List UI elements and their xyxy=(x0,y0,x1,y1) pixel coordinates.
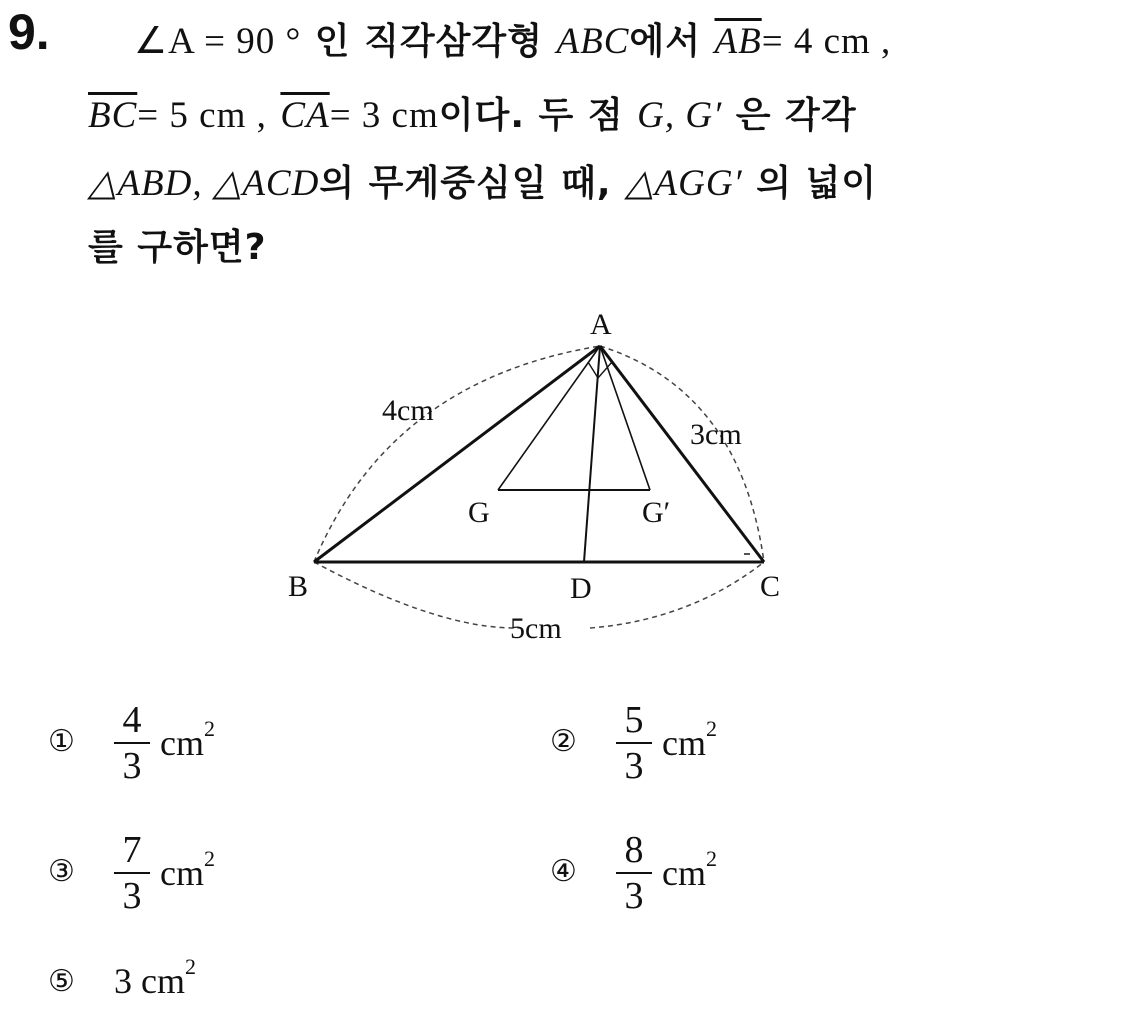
unit: $cm^2$ xyxy=(662,846,717,893)
label-g: G xyxy=(468,496,490,529)
points-g: G, G′ xyxy=(637,95,723,136)
segment-ag xyxy=(498,346,600,490)
fraction-bar xyxy=(114,742,150,744)
question-line-4 xyxy=(88,220,267,276)
denominator: 3 xyxy=(122,745,142,787)
label-side-ac: 3cm xyxy=(690,418,742,451)
label-a: A xyxy=(590,308,612,341)
choice-3[interactable] xyxy=(48,830,348,920)
segment-ca-value: = 3 cm xyxy=(329,95,439,136)
choice-number: ① xyxy=(48,724,75,759)
arc-bc-right xyxy=(590,562,764,628)
angle-expression: ∠A = 90 ° xyxy=(134,21,302,62)
sub-triangles: △ABD, △ACD xyxy=(88,163,320,204)
choice-1[interactable] xyxy=(48,700,348,790)
text-segment: 를 구하면? xyxy=(88,227,267,268)
choice-number: ② xyxy=(550,724,577,759)
triangle-name: ABC xyxy=(556,21,630,62)
unit: $cm^2$ xyxy=(160,716,215,763)
target-triangle: △AGG′ xyxy=(625,163,743,204)
fraction xyxy=(616,830,652,916)
unit: $cm^2$ xyxy=(662,716,717,763)
question-line-1 xyxy=(134,14,891,70)
question-line-3 xyxy=(88,156,877,212)
fraction xyxy=(114,700,150,786)
triangle-figure xyxy=(270,300,810,650)
fraction-bar xyxy=(114,872,150,874)
value-with-unit: 3 $cm^2$ xyxy=(114,954,196,1001)
choice-2[interactable] xyxy=(550,700,850,790)
choice-4[interactable] xyxy=(550,830,850,920)
numerator: 4 xyxy=(122,699,142,741)
label-g-prime: G′ xyxy=(642,496,671,529)
side-ab xyxy=(314,346,600,562)
text-segment: 의 무게중심일 때, xyxy=(319,163,626,204)
label-side-bc: 5cm xyxy=(510,612,562,645)
text-segment: 이다. 두 점 xyxy=(438,95,638,136)
numerator: 5 xyxy=(624,699,644,741)
fraction-bar xyxy=(616,742,652,744)
denominator: 3 xyxy=(624,875,644,917)
numerator: 8 xyxy=(624,829,644,871)
question-line-2 xyxy=(88,88,857,144)
unit: $cm^2$ xyxy=(160,846,215,893)
fraction-bar xyxy=(616,872,652,874)
label-d: D xyxy=(570,572,592,605)
text-segment: 은 각각 xyxy=(722,95,857,136)
label-side-ab: 4cm xyxy=(382,394,434,427)
choice-number: ③ xyxy=(48,854,75,889)
text-segment: 인 직각삼각형 xyxy=(301,21,557,62)
text-segment: 에서 xyxy=(629,21,715,62)
text-segment: 의 넓이 xyxy=(742,163,878,204)
segment-bc: $\overline{BC}$ xyxy=(88,95,138,136)
segment-bc-value: = 5 cm , xyxy=(137,95,267,136)
question-number: 9. xyxy=(8,4,50,60)
segment-ab-value: = 4 cm , xyxy=(761,21,892,62)
choice-5[interactable] xyxy=(48,954,348,1016)
arc-bc-left xyxy=(314,562,520,628)
denominator: 3 xyxy=(122,875,142,917)
choice-number: ④ xyxy=(550,854,577,889)
segment-ca: $\overline{CA}$ xyxy=(280,95,330,136)
segment-ab: $\overline{AB}$ xyxy=(714,21,762,62)
choice-number: ⑤ xyxy=(48,964,75,999)
numerator: 7 xyxy=(122,829,142,871)
side-ac xyxy=(600,346,764,562)
denominator: 3 xyxy=(624,745,644,787)
fraction xyxy=(114,830,150,916)
fraction xyxy=(616,700,652,786)
label-c: C xyxy=(760,570,781,603)
label-b: B xyxy=(288,570,309,603)
